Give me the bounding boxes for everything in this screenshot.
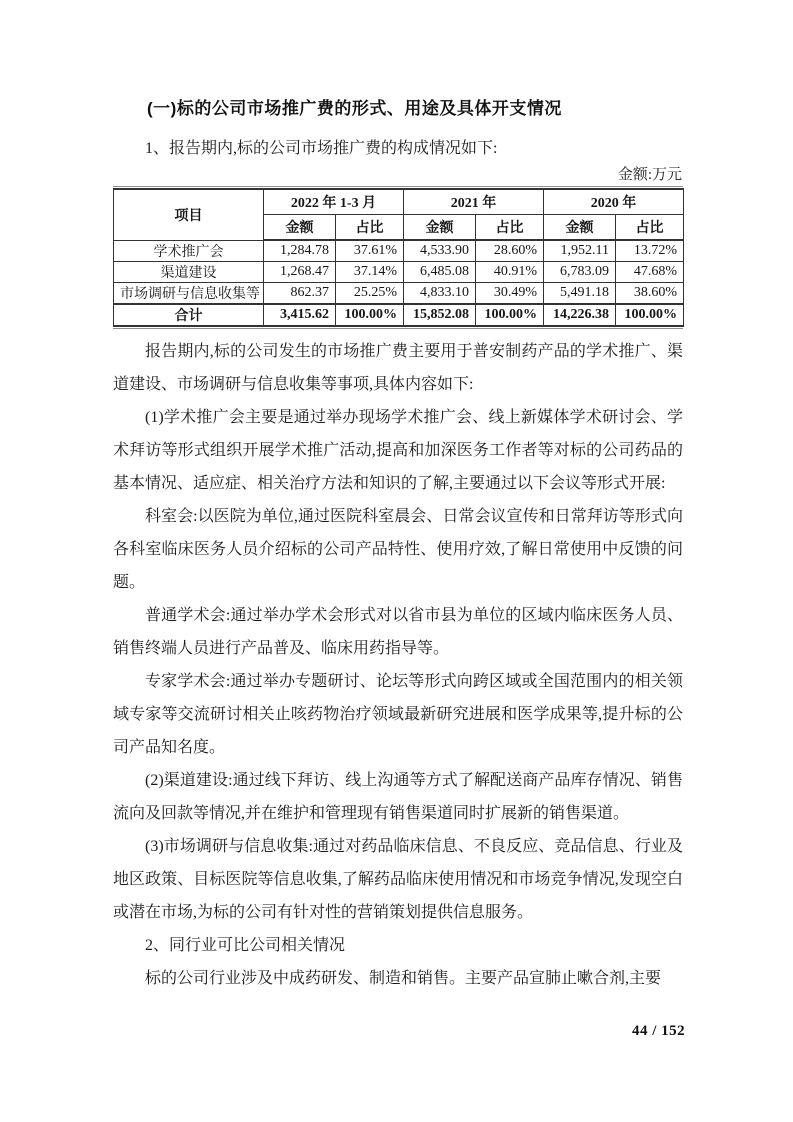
amount-cell: 14,226.38 xyxy=(544,304,616,326)
table-row xyxy=(114,283,684,305)
table-header-item: 项目 xyxy=(114,189,264,240)
table-header-row-periods xyxy=(114,189,684,215)
ratio-cell: 100.00% xyxy=(476,304,544,326)
amount-cell: 4,533.90 xyxy=(404,240,476,262)
item-cell: 市场调研与信息收集等 xyxy=(114,283,264,305)
page-number: 44 / 152 xyxy=(632,1023,686,1039)
table-header-period-2020: 2020 年 xyxy=(544,189,684,215)
item-cell: 渠道建设 xyxy=(114,262,264,283)
ratio-cell: 38.60% xyxy=(616,283,684,305)
body-paragraph: 专家学术会:通过举办专题研讨、论坛等形式向跨区域或全国范围内的相关领域专家等交流研讨相关止咳药物治疗领域最新研究进展和医学成果等,提升标的公司产品知名度。 xyxy=(113,673,683,756)
ratio-cell: 37.61% xyxy=(336,240,404,262)
amount-cell: 6,485.08 xyxy=(404,262,476,283)
ratio-cell: 13.72% xyxy=(616,240,684,262)
table-header-ratio: 占比 xyxy=(616,215,684,241)
table-header-amount: 金额 xyxy=(404,215,476,241)
unit-note: 金额:万元 xyxy=(617,167,682,183)
body-text xyxy=(113,335,683,995)
expense-table-wrapper xyxy=(113,186,683,329)
amount-cell: 3,415.62 xyxy=(264,304,336,326)
body-paragraph: (2)渠道建设:通过线下拜访、线上沟通等方式了解配送商产品库存情况、销售流向及回款等情况,并在维护和管理现有销售渠道同时扩展新的销售渠道。 xyxy=(113,772,683,822)
intro-paragraph: 1、报告期内,标的公司市场推广费的构成情况如下: xyxy=(145,140,498,157)
total-label-cell: 合计 xyxy=(114,304,264,326)
ratio-cell: 28.60% xyxy=(476,240,544,262)
table-header-amount: 金额 xyxy=(264,215,336,241)
table-row xyxy=(114,262,684,283)
section-heading: (一)标的公司市场推广费的形式、用途及具体开支情况 xyxy=(147,99,562,118)
amount-cell: 5,491.18 xyxy=(544,283,616,305)
table-header-period-2021: 2021 年 xyxy=(404,189,544,215)
body-paragraph: 标的公司行业涉及中成药研发、制造和销售。主要产品宣肺止嗽合剂,主要 xyxy=(145,970,662,987)
ratio-cell: 40.91% xyxy=(476,262,544,283)
expense-table xyxy=(113,188,684,327)
ratio-cell: 30.49% xyxy=(476,283,544,305)
amount-cell: 862.37 xyxy=(264,283,336,305)
ratio-cell: 37.14% xyxy=(336,262,404,283)
table-header-ratio: 占比 xyxy=(476,215,544,241)
body-paragraph: (3)市场调研与信息收集:通过对药品临床信息、不良反应、竞品信息、行业及地区政策、目标医院等信息收集,了解药品临床使用情况和市场竞争情况,发现空白或潜在市场,为标的公司有针对性的营销策划提供信息服务。 xyxy=(113,838,683,921)
table-header-amount: 金额 xyxy=(544,215,616,241)
amount-cell: 1,952.11 xyxy=(544,240,616,262)
amount-cell: 4,833.10 xyxy=(404,283,476,305)
body-paragraph: 普通学术会:通过举办学术会形式对以省市县为单位的区域内临床医务人员、销售终端人员进行产品普及、临床用药指导等。 xyxy=(113,607,683,657)
ratio-cell: 47.68% xyxy=(616,262,684,283)
table-row xyxy=(114,240,684,262)
body-paragraph: 报告期内,标的公司发生的市场推广费主要用于普安制药产品的学术推广、渠道建设、市场调研与信息收集等事项,具体内容如下: xyxy=(113,343,683,393)
ratio-cell: 100.00% xyxy=(616,304,684,326)
table-header-ratio: 占比 xyxy=(336,215,404,241)
table-total-row xyxy=(114,304,684,326)
ratio-cell: 100.00% xyxy=(336,304,404,326)
amount-cell: 15,852.08 xyxy=(404,304,476,326)
body-paragraph: 科室会:以医院为单位,通过医院科室晨会、日常会议宣传和日常拜访等形式向各科室临床医务人员介绍标的公司产品特性、使用疗效,了解日常使用中反馈的问题。 xyxy=(113,508,683,591)
body-paragraph: (1)学术推广会主要是通过举办现场学术推广会、线上新媒体学术研讨会、学术拜访等形式组织开展学术推广活动,提高和加深医务工作者等对标的公司药品的基本情况、适应症、相关治疗方法和知识的了解,主要通过以下会议等形式开展: xyxy=(113,409,683,492)
amount-cell: 1,284.78 xyxy=(264,240,336,262)
amount-cell: 6,783.09 xyxy=(544,262,616,283)
item-cell: 学术推广会 xyxy=(114,240,264,262)
subsection-heading-2: 2、同行业可比公司相关情况 xyxy=(145,937,346,954)
ratio-cell: 25.25% xyxy=(336,283,404,305)
amount-cell: 1,268.47 xyxy=(264,262,336,283)
table-header-period-2022: 2022 年 1-3 月 xyxy=(264,189,404,215)
